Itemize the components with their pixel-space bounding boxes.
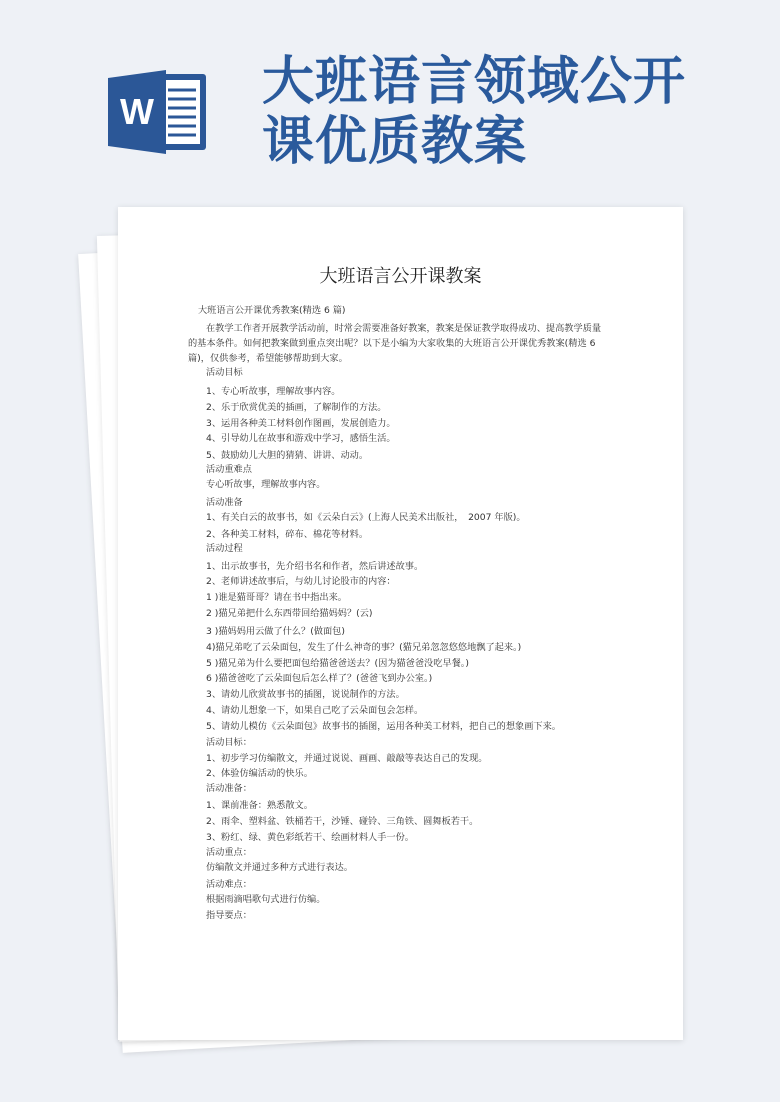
banner-title-line-2: 课优质教案	[262, 112, 528, 172]
doc-line: 2、老师讲述故事后，与幼儿讨论股市的内容：	[206, 576, 396, 587]
doc-line: 1、专心听故事，理解故事内容。	[206, 386, 341, 397]
banner-title-line-1: 大班语言领域公开	[262, 52, 687, 112]
doc-line: 根据雨滴唱歌句式进行仿编。	[206, 894, 326, 905]
doc-line: 1 )谁是猫哥哥？请在书中指出来。	[206, 592, 347, 603]
document-body	[118, 207, 683, 1040]
doc-line: 5、鼓励幼儿大胆的猜猜、讲讲、动动。	[206, 450, 369, 461]
document-page	[118, 207, 683, 1040]
doc-line: 3、请幼儿欣赏故事书的插图，说说制作的方法。	[206, 689, 405, 700]
doc-line: 5、请幼儿模仿《云朵面包》故事书的插图，运用各种美工材料，把自己的想象画下来。	[206, 721, 561, 732]
doc-line: 3、粉红、绿、黄色彩纸若干、绘画材料人手一份。	[206, 832, 414, 843]
doc-line: 在教学工作者开展教学活动前，时常会需要准备好教案，教案是保证教学取得成功、提高教学质量	[206, 323, 602, 334]
doc-line: 4)猫兄弟吃了云朵面包，发生了什么神奇的事？(猫兄弟忽忽悠悠地飘了起来。)	[206, 642, 522, 653]
doc-line: 6 )猫爸爸吃了云朵面包后怎么样了？(爸爸飞到办公室。)	[206, 673, 433, 684]
doc-line: 活动重点：	[206, 847, 252, 858]
doc-line: 仿编散文并通过多种方式进行表达。	[206, 862, 353, 873]
doc-line: 1、有关白云的故事书，如《云朵白云》(上海人民美术出版社， 2007 年版)。	[206, 512, 526, 523]
doc-line: 活动目标	[206, 367, 243, 378]
doc-line: 5 )猫兄弟为什么要把面包给猫爸爸送去？(因为猫爸爸没吃早餐。)	[206, 658, 469, 669]
doc-line: 1、课前准备：熟悉散文。	[206, 800, 313, 811]
doc-line: 活动重难点	[206, 464, 252, 475]
doc-line: 2 )猫兄弟把什么东西带回给猫妈妈？(云)	[206, 608, 373, 619]
doc-line: 专心听故事，理解故事内容。	[206, 479, 326, 490]
doc-line: 1、出示故事书，先介绍书名和作者，然后讲述故事。	[206, 561, 424, 572]
doc-line: 4、请幼儿想象一下，如果自己吃了云朵面包会怎样。	[206, 705, 424, 716]
doc-line: 2、雨伞、塑料盆、铁桶若干，沙锤、碰铃、三角铁、圆舞板若干。	[206, 816, 479, 827]
banner-title	[262, 52, 762, 172]
doc-line: 活动难点：	[206, 879, 252, 890]
doc-line: 2、乐于欣赏优美的插画，了解制作的方法。	[206, 402, 387, 413]
document-title: 大班语言公开课教案	[319, 266, 482, 287]
doc-line: 活动准备：	[206, 783, 252, 794]
doc-line: 2、各种美工材料，碎布、棉花等材料。	[206, 529, 369, 540]
doc-line: 篇)，仅供参考，希望能够帮助到大家。	[188, 353, 348, 364]
word-icon-letter: W	[120, 91, 154, 132]
doc-line: 3 )猫妈妈用云做了什么？(做面包)	[206, 626, 345, 637]
doc-line: 活动过程	[206, 543, 243, 554]
doc-line: 1、初步学习仿编散文，并通过说说、画画、敲敲等表达自己的发现。	[206, 753, 488, 764]
doc-line: 的基本条件。如何把教案做到重点突出呢？以下是小编为大家收集的大班语言公开课优秀教案(精选 6	[188, 338, 596, 349]
doc-line: 2、体验仿编活动的快乐。	[206, 768, 313, 779]
doc-line: 4、引导幼儿在故事和游戏中学习，感悟生活。	[206, 433, 396, 444]
doc-line: 活动目标：	[206, 737, 252, 748]
doc-line: 活动准备	[206, 497, 243, 508]
doc-line: 大班语言公开课优秀教案(精选 6 篇)	[198, 305, 346, 316]
doc-line: 指导要点：	[206, 910, 252, 921]
doc-line: 3、运用各种美工材料创作图画，发展创造力。	[206, 418, 396, 429]
word-icon	[108, 70, 208, 154]
